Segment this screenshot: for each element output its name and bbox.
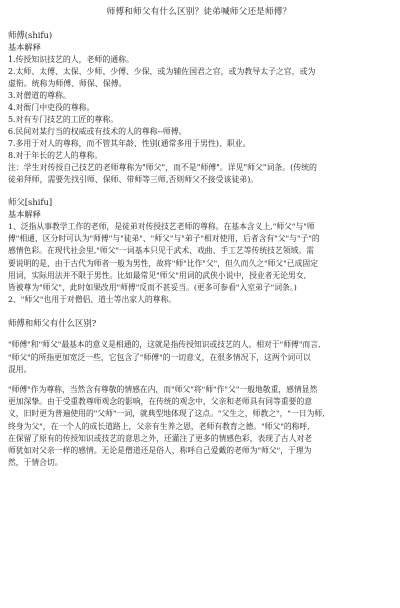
note-line: 徒弟拜师，需要先找引师、保师、带师等三师,否则师父不接受该徒弟)。 [8,175,259,184]
list-item: 8.对于年长的艺人的尊称。 [8,151,103,160]
paragraph-line: 义，旧时更为普遍使用的"父师"一词，就典型地体现了这点。"父生之，师教之"，"一日为师, [8,409,325,419]
section-subheading: 基本解释 [8,42,41,52]
paragraph-line: 师犹如对父亲一样的感情。无论是僧道还是俗人，称呼自己爱戴的老师为"师父"，于理为 [8,446,312,456]
paragraph-line: 终身为父"，在一个人的成长道路上，父亲有生养之恩，老师有教育之德。"师父"的称呼, [8,421,310,431]
list-item: 5.对有专门技艺的工匠的尊称。 [8,115,119,124]
paragraph-line: 然，于情合切。 [8,458,63,468]
list-item: 4.对衙门中吏役的尊称。 [8,103,95,112]
list-item: 7.多用于对人的尊称，而不管其年龄、性别(通常多用于男性)、职业。 [8,139,251,148]
paragraph-line: 混用。 [8,364,32,374]
section-heading: 师父[shifu] [8,197,53,207]
section-heading: 师傅(shifu) [8,30,53,40]
list-item: 6.民间对某行当的权威或有技术的人的尊称--师傅。 [8,127,187,136]
section-subheading: 基本解释 [8,209,41,219]
section-heading: 师傅和师父有什么区别? [8,318,97,329]
section-shifu-teacher [8,29,390,186]
paragraph-line: 要说明的是，由于古代为师者一般为男性，故将"师"比作"父"，但久而久之"师父"已成固定 [8,258,318,268]
paragraph-line: "师傅"和"师父"最基本的意义是相通的，这就是指传授知识或技艺的人。相对于"师傅"而言, [8,340,321,350]
section-shifu-master [8,196,390,306]
list-item: 虚衔。统称为师傅、师保、保傅。 [8,79,127,88]
paragraph-line: 傅"相通，区分时可认为"师傅"与"徒弟"、"师父"与"弟子"相对使用，后者含有"父"与"子"的 [8,234,320,244]
paragraph-line: 1、泛指从事教学工作的老师，是徒弟对传授技艺老师的尊称。在基本含义上,"师父"与"师 [8,222,315,231]
paragraph-line: 用词，实际用法并不限于男性。比如最常见"师父"用词的武侠小说中，授业者无论男女, [8,270,307,280]
list-item: 3.对僧道的尊称。 [8,91,71,100]
paragraph-line: "师父"的所指更加宽泛一些，它包含了"师傅"的一切意义，在很多情况下，这两个词可以 [8,352,311,362]
list-item: 1.传授知识技艺的人，老师的通称。 [8,55,134,64]
paragraph-line: 更加深挚。由于受重教尊师观念的影响，在传统的观念中，父亲和老师具有同等重要的意 [8,397,313,407]
section-difference [8,317,390,469]
paragraph-line: "师傅"作为尊称，当然含有尊敬的情感在内，而"师父"将"师"作"父"一般地敬重，感情显然 [8,385,318,395]
paragraph-line: 感情色彩。在现代社会里,"师父"一词基本只见于武术、戏曲、手工艺等传统技艺领域。需 [8,246,314,256]
note-line: 注：学生对传授自己技艺的老师尊称为"师父"，而不是"师傅"。详见"师父"词条。(传统的 [8,163,317,172]
paragraph-line: 在保留了原有的传授知识或技艺的意思之外，还灌注了更多的情感色彩，表现了古人对老 [8,433,313,443]
paragraph-line: 皆被尊为"师父"，此时如果改用"师傅"反而不甚妥当。(更多可参看"入室弟子"词条。) [8,283,297,293]
paragraph-line: 2、"师父"也用于对僧侣、道士等出家人的尊称。 [8,295,177,305]
page-title: 师傅和师父有什么区别？徒弟喊师父还是师傅？ [106,7,292,17]
list-item: 2.太师、太傅、太保、少师、少傅、少保，或为辅佐国君之官，或为教导太子之官，或为 [8,67,316,76]
